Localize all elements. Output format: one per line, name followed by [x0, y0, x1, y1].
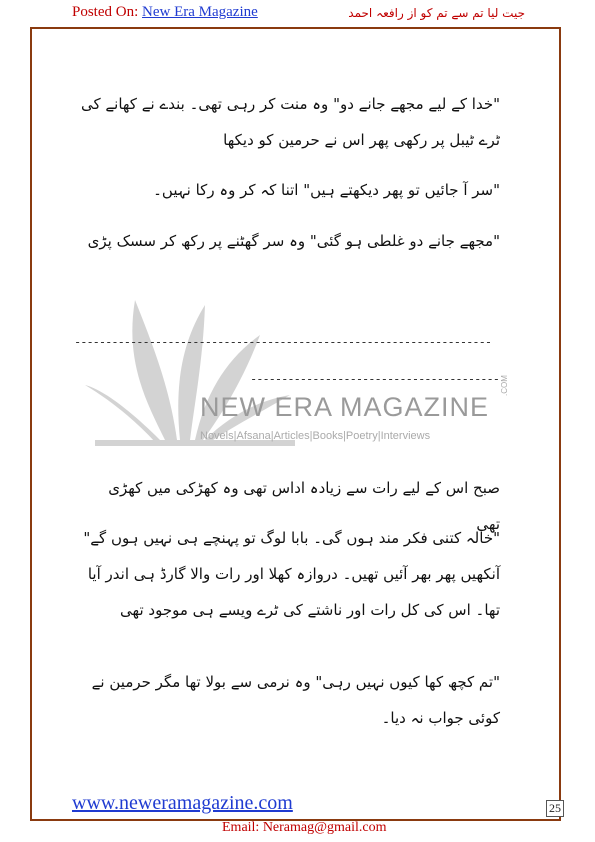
watermark-logo-icon — [85, 290, 505, 450]
footer-url-link[interactable]: www.neweramagazine.com — [72, 792, 293, 814]
magazine-link[interactable]: New Era Magazine — [142, 4, 258, 20]
posted-label: Posted On: — [72, 4, 139, 20]
footer-email: Email: Neramag@gmail.com — [222, 820, 387, 835]
header-posted-on — [72, 4, 258, 21]
watermark-title: NEW ERA MAGAZINE — [200, 392, 490, 422]
paragraph-2: "سر آ جائیں تو پھر دیکھتے ہیں" اتنا کہ کر وہ رکا نہیں۔ — [153, 181, 500, 199]
header-title-urdu: جیت لیا تم سے تم کو از رافعہ احمد — [348, 6, 525, 20]
watermark-com: .COM — [500, 375, 509, 396]
paragraph-3: "مجھے جانے دو غلطی ہو گئی" وہ سر گھٹنے پر رکھ کر سسک پڑی — [87, 232, 500, 250]
paragraph-1: "خدا کے لیے مجھے جانے دو" وہ منت کر رہی تھی۔ بندے نے کھانے کی ٹرے ٹیبل پر رکھی پھر اس نے حرمین کو دیکھا — [80, 95, 500, 149]
page-number: 25 — [546, 800, 564, 817]
paragraph-5: "خالہ کتنی فکر مند ہوں گی۔ بابا لوگ تو پہنچے ہی نہیں ہوں گے" آنکھیں پھر بھر آئیں تھیں۔ دروازہ کھلا اور رات والا گارڈ ہی اندر آیا تھا۔ اس کی کل رات اور ناشتے کی ٹرے ویسے ہی موجود تھی — [83, 529, 500, 619]
watermark-subtitle: Novels|Afsana|Articles|Books|Poetry|Interviews — [200, 430, 431, 442]
paragraph-4: صبح اس کے لیے رات سے زیادہ اداس تھی وہ کھڑکی میں کھڑی تھی — [108, 479, 500, 533]
paragraph-6: "تم کچھ کھا کیوں نہیں رہی" وہ نرمی سے بولا تھا مگر حرمین نے کوئی جواب نہ دیا۔ — [91, 673, 500, 727]
separator-long: ------------------------------------------------------------------- — [74, 335, 492, 349]
separator-short: ---------------------------------------- — [250, 372, 499, 386]
